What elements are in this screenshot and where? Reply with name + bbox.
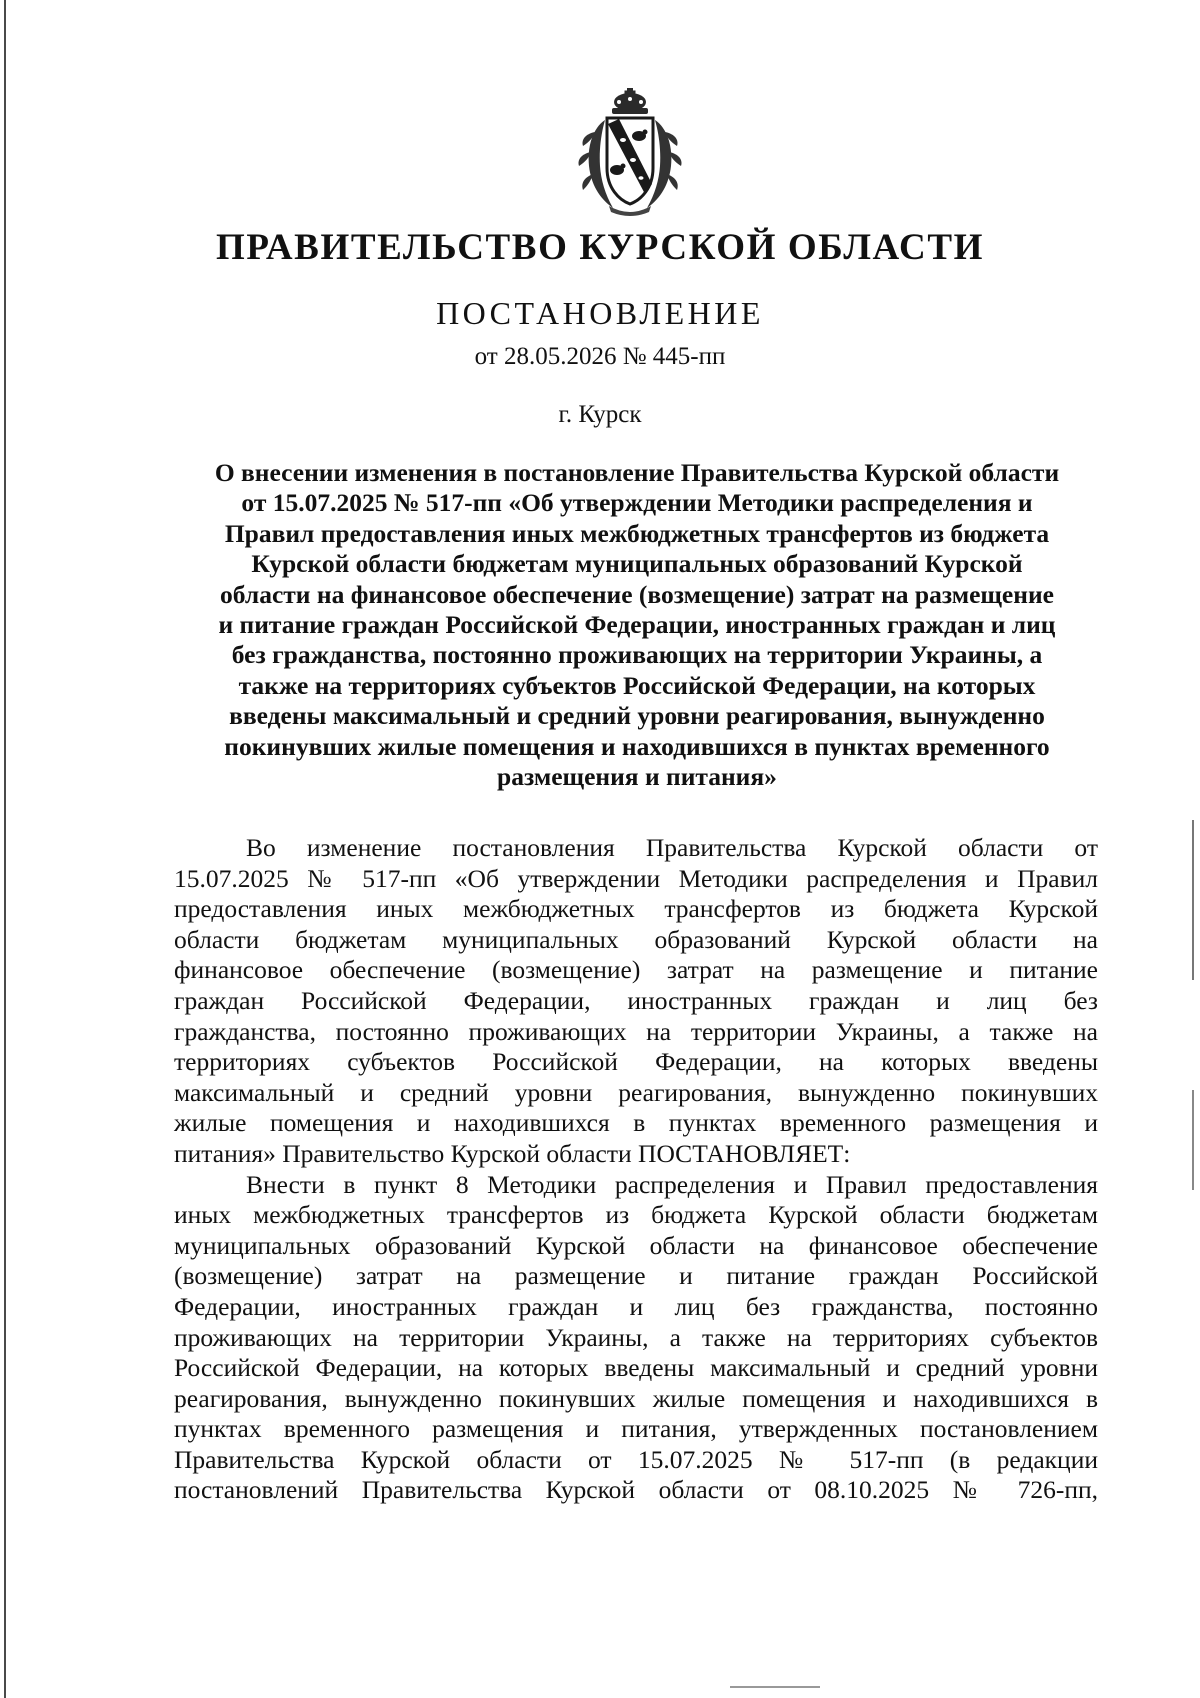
document-subject [172,458,1102,792]
subject-line: области на финансовое обеспечение (возмещение) затрат на размещение [220,579,1054,609]
kursk-coat-of-arms-icon [575,88,685,218]
body-line: области бюджетам муниципальных образований Курской области на [174,924,1098,954]
body-line: питания» Правительство Курской области ПОСТАНОВЛЯЕТ: [174,1138,851,1168]
body-line: иных межбюджетных трансфертов из бюджета Курской области бюджетам [174,1200,1098,1230]
body-line: (возмещение) затрат на размещение и питание граждан Российской [174,1261,1098,1291]
subject-line: Курской области бюджетам муниципальных образований Курской [251,549,1023,579]
subject-line: размещения и питания» [497,762,777,792]
subject-line: Правил предоставления иных межбюджетных трансфертов из бюджета [224,518,1050,548]
subject-line: введены максимальный и средний уровни реагирования, вынужденно [229,701,1045,731]
body-line: максимальный и средний уровни реагирования, вынужденно покинувших [174,1077,1098,1107]
body-line: пунктах временного размещения и питания, утвержденных постановлением [174,1414,1098,1444]
subject-line: без гражданства, постоянно проживающих на территории Украины, а [231,640,1043,670]
body-line: жилые помещения и находившихся в пунктах временного размещения и [174,1108,1098,1138]
body-line: территориях субъектов Российской Федерации, на которых введены [174,1047,1098,1077]
body-line: Правительства Курской области от 15.07.2025 № 517-пп (в редакции [174,1444,1098,1474]
scan-edge-artifact [1192,820,1194,980]
scan-edge-artifact [1192,1090,1194,1190]
document-city: г. Курск [558,401,642,428]
body-line: Внести в пункт 8 Методики распределения и Правил предоставления [246,1169,1098,1199]
body-line: реагирования, вынужденно покинувших жилые помещения и находившихся в [174,1383,1098,1413]
subject-line: и питание граждан Российской Федерации, иностранных граждан и лиц [218,610,1056,640]
body-line: граждан Российской Федерации, иностранных граждан и лиц без [174,985,1098,1015]
body-line: финансовое обеспечение (возмещение) затрат на размещение и питание [174,955,1098,985]
subject-line: также на территориях субъектов Российской Федерации, на которых [238,670,1036,700]
body-line: постановлений Правительства Курской области от 08.10.2025 № 726-пп, [174,1475,1098,1505]
organization-title: ПРАВИТЕЛЬСТВО КУРСКОЙ ОБЛАСТИ [216,227,984,268]
body-line: 15.07.2025 № 517-пп «Об утверждении Методики распределения и Правил [174,863,1098,893]
subject-line: покинувших жилые помещения и находившихся в пунктах временного [224,731,1050,761]
subject-line: от 15.07.2025 № 517-пп «Об утверждении Методики распределения и [241,488,1033,518]
body-line: гражданства, постоянно проживающих на территории Украины, а также на [174,1016,1098,1046]
body-line: Федерации, иностранных граждан и лиц без гражданства, постоянно [174,1291,1098,1321]
scan-edge-artifact [730,1686,820,1688]
body-line: проживающих на территории Украины, а также на территориях субъектов [174,1322,1098,1352]
document-type: ПОСТАНОВЛЕНИЕ [436,295,764,331]
body-line: предоставления иных межбюджетных трансфертов из бюджета Курской [174,894,1098,924]
body-line: муниципальных образований Курской области на финансовое обеспечение [174,1230,1098,1260]
body-line: Российской Федерации, на которых введены максимальный и средний уровни [174,1353,1098,1383]
subject-line: О внесении изменения в постановление Правительства Курской области [214,458,1060,487]
document-body [174,833,1098,1506]
body-line: Во изменение постановления Правительства Курской области от [246,833,1098,862]
document-number-date: от 28.05.2026 № 445-пп [474,343,726,370]
